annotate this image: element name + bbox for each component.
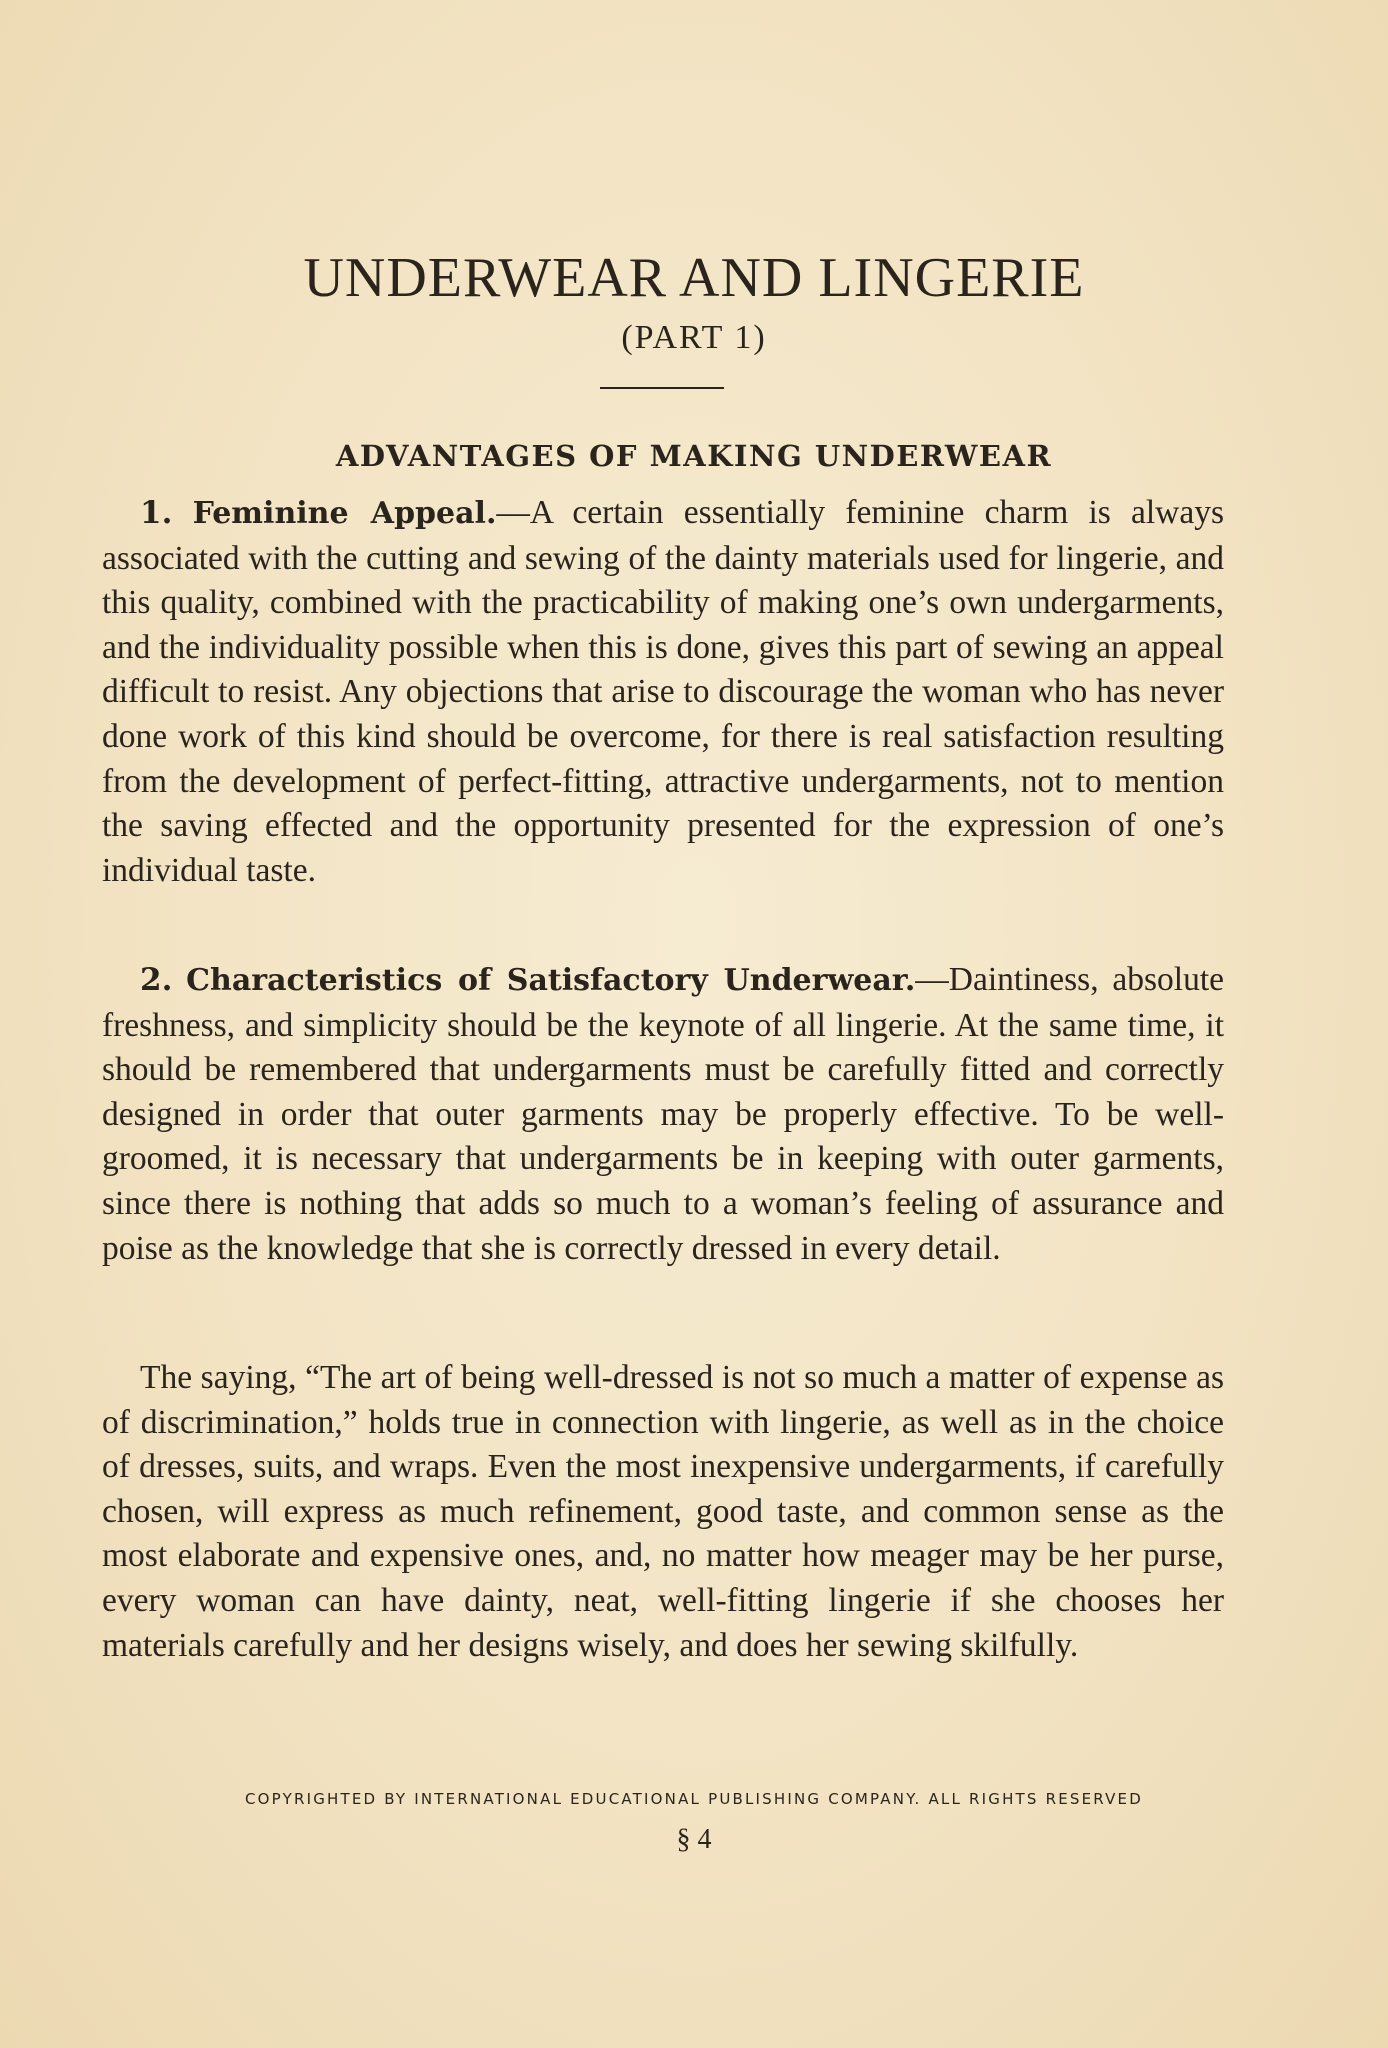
paragraph-number: 1.	[140, 495, 173, 531]
paragraph-text: —A certain essentially feminine charm is always associated with the cutting and sewing of the dainty materials used for lingerie, and this quality, combined with the practicability of making one’s own undergarments, and the individuality possible when this is done, gives this part of sewing an appeal difficult to resist. Any objections that arise to discourage the woman who has never done work of this kind should be overcome, for there is real satisfaction resulting from the development of perfect-fitting, attractive undergarments, not to mention the saving effected and the opportunity presented for the expression of one’s individual taste.	[102, 494, 1225, 889]
paragraph-text: —Daintiness, absolute freshness, and simplicity should be the keynote of all lingerie. At the same time, it should be remembered that undergarments must be carefully fitted and correctly designed in order that outer garments may be properly effective. To be well-groomed, it is necessary that undergarments be in keeping with outer garments, since there is nothing that adds so much to a woman’s feeling of assurance and poise as the knowledge that she is correctly dressed in every detail.	[102, 961, 1225, 1267]
paragraph-number: 2.	[140, 962, 173, 998]
page-title: UNDERWEAR AND LINGERIE	[303, 247, 1085, 309]
paragraph-heading: Feminine Appeal.	[192, 496, 497, 531]
section-mark: § 4	[676, 1824, 712, 1855]
paragraph-feminine-appeal	[102, 491, 1224, 893]
section-heading: ADVANTAGES OF MAKING UNDERWEAR	[335, 439, 1053, 473]
paragraph-heading: Characteristics of Satisfactory Underwear.	[186, 963, 916, 998]
title-divider	[600, 387, 724, 389]
paragraph-saying	[102, 1356, 1224, 1668]
copyright-notice: COPYRIGHTED BY INTERNATIONAL EDUCATIONAL PUBLISHING COMPANY. ALL RIGHTS RESERVED	[245, 1790, 1143, 1808]
page-subtitle: (PART 1)	[621, 319, 767, 356]
paragraph-text: The saying, “The art of being well-dressed is not so much a matter of expense as of discrimination,” holds true in connection with lingerie, as well as in the choice of dresses, suits, and wraps. Even the most inexpensive undergarments, if carefully chosen, will express as much refinement, good taste, and common sense as the most elaborate and expensive ones, and, no matter how meager may be her purse, every woman can have dainty, neat, well-fitting lingerie if she chooses her materials carefully and her designs wisely, and does her sewing skilfully.	[102, 1359, 1224, 1664]
paragraph-characteristics	[102, 958, 1224, 1271]
